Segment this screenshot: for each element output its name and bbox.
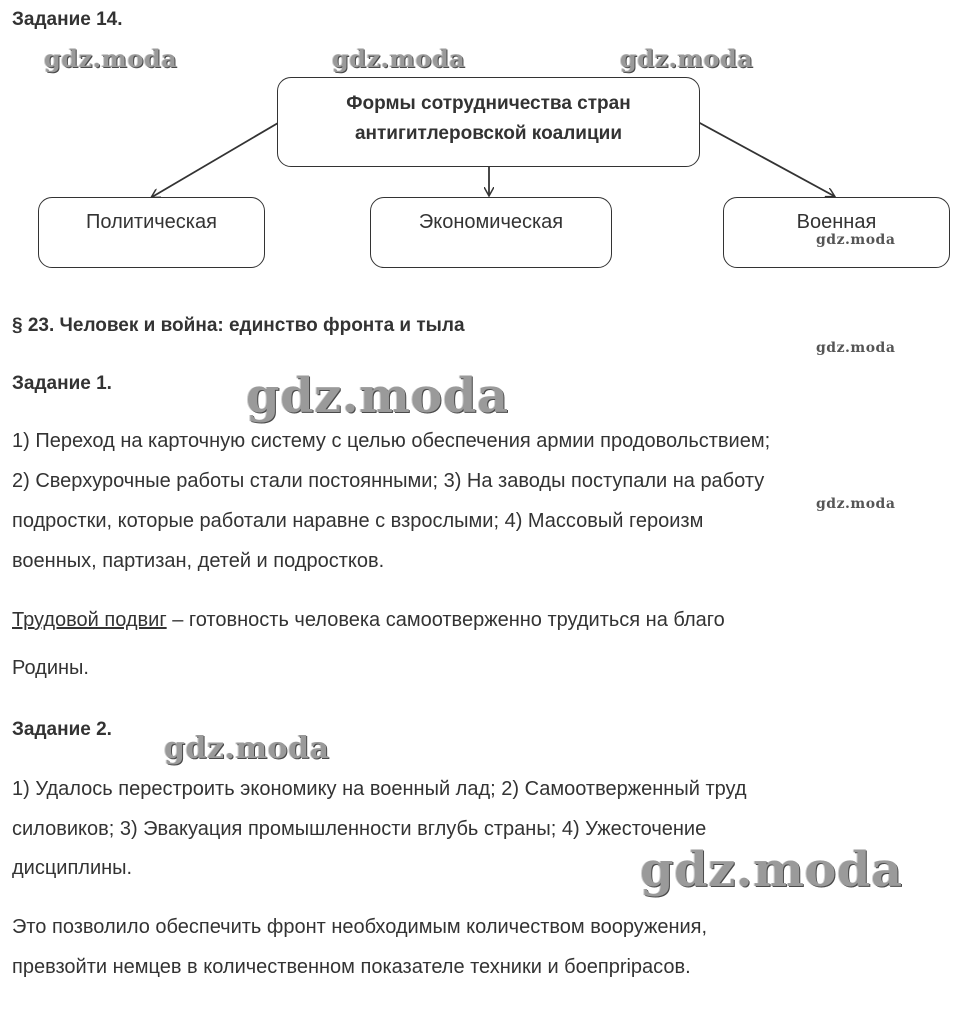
task2-conclusion-1: Это позволило обеспечить фронт необходимым количеством вооружения, — [12, 916, 708, 938]
watermark: gdz.moda — [816, 232, 896, 248]
task2-line-3: дисциплины. — [12, 857, 133, 879]
diagram-label-military: Военная — [796, 211, 877, 233]
definition-text-2: Родины. — [12, 657, 89, 679]
diagram-top-box — [277, 77, 700, 167]
watermark: gdz.moda — [44, 44, 178, 73]
task2-line-2: силовиков; 3) Эвакуация промышленности вглубь страны; 4) Ужесточение — [12, 818, 707, 840]
diagram-box-political — [38, 197, 265, 268]
watermark: gdz.moda — [816, 340, 896, 356]
task2-heading: Задание 2. — [12, 719, 112, 740]
task1-line-4: военных, партизан, детей и подростков. — [12, 550, 385, 572]
arrow-left — [152, 123, 278, 197]
task2-conclusion-2: превзойти немцев в количественном показателе техники и боепрripасов. — [12, 956, 691, 978]
definition-text-1: – готовность человека самоотверженно трудиться на благо — [166, 609, 725, 631]
watermark: gdz.moda — [620, 44, 754, 73]
task1-heading: Задание 1. — [12, 373, 112, 394]
task1-line-3: подростки, которые работали наравне с взрослыми; 4) Массовый героизм — [12, 510, 704, 532]
task1-line-2: 2) Сверхурочные работы стали постоянными; 3) На заводы поступали на работу — [12, 470, 765, 492]
diagram-top-line2: антигитлеровской коалиции — [354, 123, 623, 144]
watermark: gdz.moda — [816, 496, 896, 512]
diagram-label-economic: Экономическая — [418, 211, 564, 233]
task14-heading: Задание 14. — [12, 9, 123, 30]
task1-line-1: 1) Переход на карточную систему с целью обеспечения армии продовольствием; — [12, 430, 771, 452]
watermark: gdz.moda — [246, 368, 509, 424]
watermark: gdz.moda — [332, 44, 466, 73]
task1-definition — [12, 600, 725, 640]
term-labour-feat: Трудовой подвиг — [12, 609, 167, 631]
watermark: gdz.moda — [640, 842, 903, 898]
section-title: § 23. Человек и война: единство фронта и тыла — [12, 315, 465, 336]
task2-line-1: 1) Удалось перестроить экономику на военный лад; 2) Самоотверженный труд — [12, 778, 747, 800]
diagram-box-economic — [370, 197, 612, 268]
diagram-top-line1: Формы сотрудничества стран — [346, 93, 631, 114]
diagram-label-political: Политическая — [86, 211, 217, 233]
arrow-right — [698, 122, 834, 196]
watermark: gdz.moda — [164, 731, 330, 766]
